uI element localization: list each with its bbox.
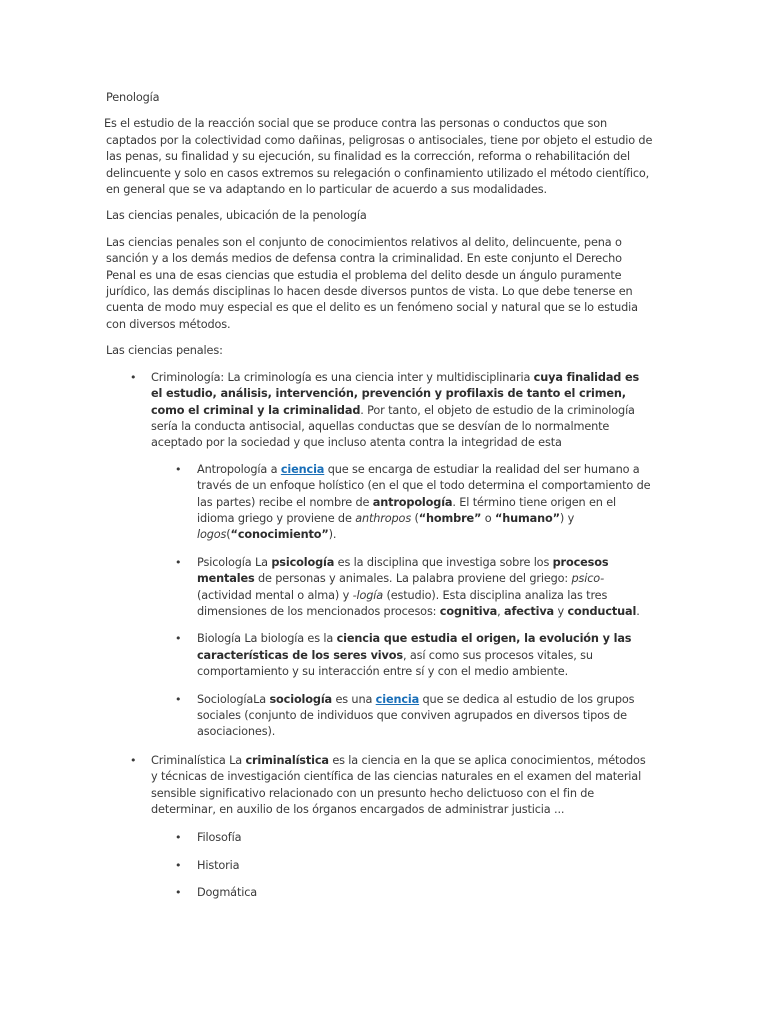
ciencias-list (106, 370, 654, 819)
list-item-criminologia (106, 370, 654, 741)
list-item-dogmatica (106, 885, 654, 901)
bullet-icon: • (175, 886, 182, 900)
criminologia-text: Criminología: La criminología es una ciencia inter y multidisciplinaria cuya finalidad es el estudio, análisis, intervención, prevención y profilaxis de tanto el crimen, como el criminal y la criminalidad. Por tanto, el objeto de estudio de la criminología sería la conducta antisocial, aquellas conductas que se desvían de lo normalmente aceptado por la sociedad y que incluso atenta contra la integridad de esta (151, 370, 640, 450)
document-content (106, 90, 654, 913)
sociologia-text: SociologíaLa sociología es una ciencia que se dedica al estudio de los grupos sociales (conjunto de individuos que conviven agrupados en diversos tipos de asociaciones). (197, 692, 635, 739)
list-item-biologia (151, 631, 654, 680)
section-paragraph: Las ciencias penales son el conjunto de conocimientos relativos al delito, delincuente, pena o sanción y a los demás medios de defensa contra la criminalidad. En este conjunto el Derecho Penal es una de esas ciencias que estudia el problema del delito desde un ángulo puramente jurídico, las demás disciplinas lo hacen desde diversos puntos de vista. Lo que debe tenerse en cuenta de modo muy especial es que el delito es un fenómeno social y natural que se lo estudia con diversos métodos. (106, 235, 638, 331)
psicologia-text: Psicología La psicología es la disciplina que investiga sobre los procesos mentales de personas y animales. La palabra proviene del griego: psico- (actividad mental o alma) y -logía (estudio). Esta disciplina analiza las tres dimensiones de los mencionados procesos: cognitiva, afectiva y conductual. (197, 555, 640, 618)
bullet-icon: • (175, 632, 182, 646)
criminologia-sublist (151, 462, 654, 741)
biologia-text: Biología La biología es la ciencia que estudia el origen, la evolución y las características de los seres vivos, así como sus procesos vitales, su comportamiento y su interacción entre sí y con el medio ambiente. (197, 632, 632, 679)
bullet-icon: • (130, 753, 137, 767)
historia-label: Historia (197, 858, 240, 872)
dogmatica-label: Dogmática (197, 886, 258, 900)
section-heading: Las ciencias penales, ubicación de la penología (106, 209, 367, 223)
bullet-icon: • (175, 831, 182, 845)
list-item-sociologia (151, 692, 654, 741)
bullet-icon: • (130, 370, 137, 384)
bullet-icon: • (175, 462, 182, 476)
list-item-historia (106, 858, 654, 874)
bullet-icon: • (175, 858, 182, 872)
page-title: Penología (106, 91, 160, 104)
list-item-antropologia (151, 462, 654, 544)
list-heading: Las ciencias penales: (106, 344, 223, 358)
filosofia-label: Filosofía (197, 831, 242, 845)
list-item-psicologia (151, 555, 654, 621)
other-disciplines-list (106, 830, 654, 901)
antropologia-text: Antropología a ciencia que se encarga de estudiar la realidad del ser humano a través de un enfoque holístico (en el que el todo determina el comportamiento de las partes) recibe el nombre de antropología. El término tiene origen en el idioma griego y proviene de anthropos (“hombre” o “humano”) y logos(“conocimiento”). (197, 462, 651, 542)
criminalistica-text: Criminalística La criminalística es la ciencia en la que se aplica conocimientos, métodos y técnicas de investigación científica de las ciencias naturales en el examen del material sensible significativo relacionado con un presunto hecho delictuoso con el fin de determinar, en auxilio de los órganos encargados de administrar justicia ... (151, 753, 646, 817)
list-item-filosofia (106, 830, 654, 846)
ciencia-link[interactable]: ciencia (375, 692, 420, 706)
list-item-criminalistica (106, 753, 654, 819)
ciencia-link[interactable]: ciencia (280, 462, 325, 476)
bullet-icon: • (175, 692, 182, 706)
intro-paragraph: Es el estudio de la reacción social que se produce contra las personas o conductos que son captados por la colectividad como dañinas, peligrosas o antisociales, tiene por objeto el estudio de las penas, su finalidad y su ejecución, su finalidad es la corrección, reforma o rehabilitación del delincuente y solo en casos extremos su relegación o confinamiento utilizado el método científico, en general que se va adaptando en lo particular de acuerdo a sus modalidades. (104, 117, 653, 197)
bullet-icon: • (175, 555, 182, 569)
